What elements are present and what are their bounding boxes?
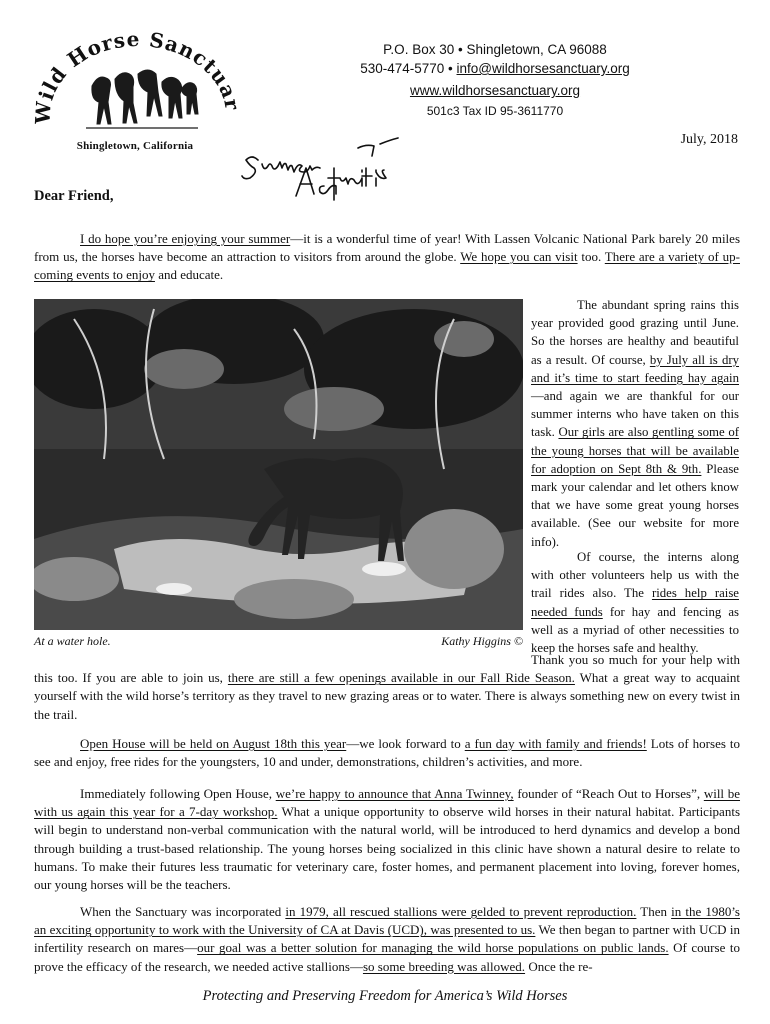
workshop-text-1: Immediately following Open House, bbox=[80, 786, 276, 801]
website-link[interactable]: www.wildhorsesanctuary.org bbox=[409, 83, 581, 98]
history-underline-3: our goal was a better solution for managing the wild horse populations on public lands. bbox=[197, 940, 669, 956]
trail-text-2: What a great way to acquaint yourself with the wild horse’s territory as they travel to new grazing areas or to water. There is always something new on every twist in the trail. bbox=[34, 670, 740, 722]
photo-caption: At a water hole. bbox=[34, 634, 111, 648]
history-paragraph bbox=[34, 903, 740, 976]
workshop-text-2: founder of “Reach Out to Horses”, bbox=[513, 786, 704, 801]
workshop-underline-2: will be with us again this year for a 7-day workshop. bbox=[34, 786, 741, 820]
horses-illustration-icon bbox=[86, 70, 198, 128]
spring-text-3: Please mark your calendar and let others know that we have some great young horses available. (See our website for more info). bbox=[531, 461, 739, 549]
interns-paragraph bbox=[531, 548, 739, 657]
spring-text-1: The abundant spring rains this year provided good grazing until June. So the horses are healthy and beautiful as a result. Of course, bbox=[531, 298, 739, 367]
footer-motto: Protecting and Preserving Freedom for America’s Wild Horses bbox=[202, 988, 568, 1004]
openhouse-text-2: Lots of horses to see and enjoy, free rides for the youngsters, 10 and under, demonstrations, children’s activities, and more. bbox=[34, 736, 740, 770]
spring-underline-2: Our girls are also gentling some of the young horses that will be available for adoption on Sept 8th & 9th. bbox=[531, 425, 739, 476]
workshop-paragraph bbox=[34, 785, 740, 894]
salutation: Dear Friend, bbox=[34, 188, 114, 204]
intro-text-3: and educate. bbox=[154, 267, 224, 283]
trail-underline-1: there are still a few openings available in our Fall Ride Season. bbox=[227, 670, 575, 686]
workshop-text-3: What a unique opportunity to observe wild horses in their natural habitat. Participants will begin to understand non-verbal communication with the natural world, will be introduced to herd dynamics and develop a bond through building a trust-based relationship. The young horses being socialized in this clinic have shown a natural desire to relate to humans. To make their futures less traumatic for veterinary care, foster homes, and permanent placement into loving, forever homes, our young horses will be the teachers. bbox=[34, 804, 741, 893]
history-text-1: When the Sanctuary was incorporated bbox=[80, 904, 286, 919]
logo-location: Shingletown, California bbox=[76, 140, 194, 152]
phone-number: 530-474-5770 bbox=[360, 61, 445, 76]
intro-text-1: —it is a wonderful time of year! With Lassen Volcanic National Park barely 20 miles from us, the horses have become an attraction to visitors from around the globe. bbox=[34, 231, 740, 265]
horse-water-hole-photo bbox=[34, 299, 523, 630]
interns-underline-1: rides help raise needed funds bbox=[531, 586, 739, 619]
logo-seal bbox=[30, 24, 240, 142]
photo-credit: Kathy Higgins © bbox=[441, 634, 523, 648]
letter-date: July, 2018 bbox=[680, 132, 738, 147]
workshop-underline-1: we’re happy to announce that Anna Twinney, bbox=[275, 786, 514, 801]
history-underline-4: so some breeding was allowed. bbox=[362, 958, 526, 974]
intro-paragraph bbox=[34, 230, 740, 285]
spring-underline-1: by July all is dry and it’s time to start feeding hay again bbox=[531, 352, 739, 385]
handwritten-note-summer-activities bbox=[238, 130, 418, 202]
history-text-5: Once the re- bbox=[525, 958, 593, 974]
phone-email-line bbox=[300, 59, 690, 78]
contact-block bbox=[300, 40, 690, 121]
interns-text-2: for hay and fencing as well as a myriad of other necessities to keep the horses safe and healthy. bbox=[531, 604, 740, 656]
logo-name-arc: Wild Horse Sanctua bbox=[30, 26, 240, 125]
openhouse-underline-1: Open House will be held on August 18th this year bbox=[80, 736, 347, 751]
history-text-3: We then began to partner with UCD in infertility research on mares— bbox=[34, 922, 741, 956]
spring-paragraph bbox=[531, 296, 739, 551]
trail-text-1: Thank you so much for your help with this too. If you are able to join us, bbox=[34, 652, 740, 686]
intro-underline-3: There are a variety of up-coming events to enjoy bbox=[34, 249, 740, 283]
bullet-separator: • bbox=[448, 61, 457, 76]
history-text-4: Of course to prove the efficacy of the research, we needed active stallions— bbox=[34, 940, 741, 974]
history-underline-1: in 1979, all rescued stallions were gelded to prevent reproduction. bbox=[285, 904, 637, 919]
sanctuary-logo bbox=[30, 24, 240, 164]
interns-text-1: Of course, the interns along with other volunteers help us with the trail rides also. The bbox=[531, 550, 739, 601]
mailing-address: P.O. Box 30 • Shingletown, CA 96088 bbox=[383, 42, 607, 57]
photo-caption-row bbox=[34, 634, 523, 649]
intro-text-2: too. bbox=[577, 249, 605, 265]
intro-underline-2: We hope you can visit bbox=[460, 249, 578, 265]
intro-underline-1: I do hope you’re enjoying your summer bbox=[80, 231, 291, 246]
openhouse-underline-2: a fun day with family and friends! bbox=[464, 736, 647, 751]
open-house-paragraph bbox=[34, 735, 740, 771]
tax-id: 501c3 Tax ID 95-3611770 bbox=[426, 104, 564, 118]
email-link[interactable]: info@wildhorsesanctuary.org bbox=[456, 61, 630, 76]
openhouse-text-1: —we look forward to bbox=[346, 736, 465, 751]
spring-text-2: —and again we are thankful for our summer interns who have taken on this task. bbox=[531, 389, 739, 440]
trail-paragraph bbox=[34, 651, 740, 724]
history-text-2: Then bbox=[636, 904, 672, 919]
history-underline-2: in the 1980’s an exciting opportunity to work with the University of CA at Davis (UCD), was presented to us. bbox=[34, 904, 740, 938]
